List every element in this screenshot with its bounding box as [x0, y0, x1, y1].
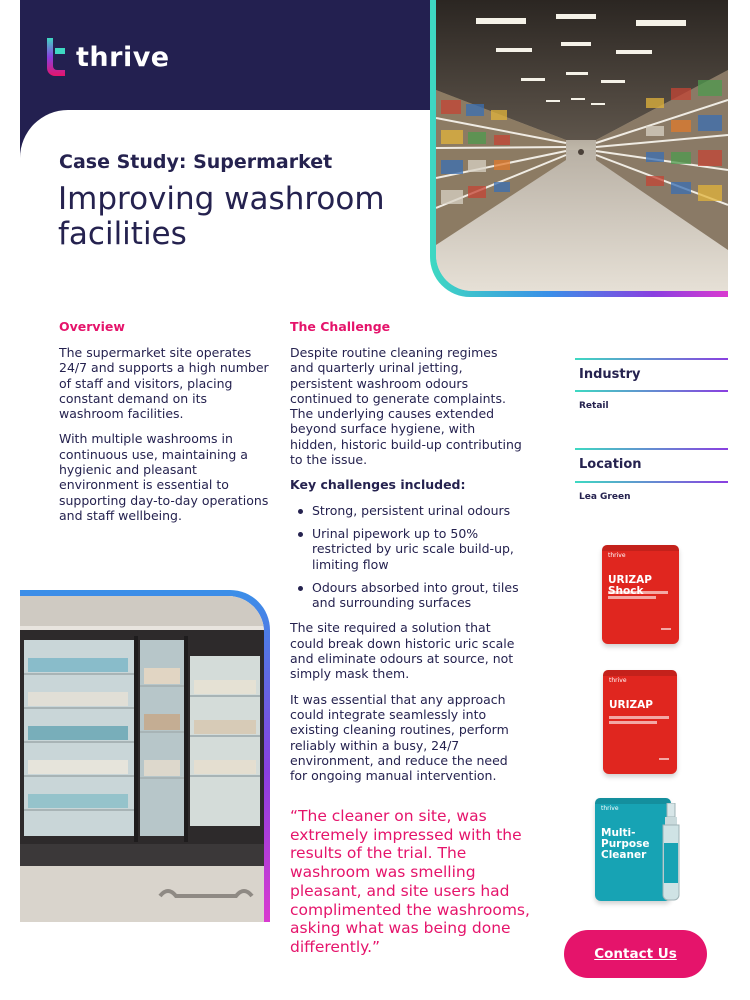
challenge-paragraph: The site required a solution that could break down historic uric scale and eliminate odours at source, not simply mask them. — [290, 620, 515, 682]
overview-paragraph: With multiple washrooms in continuous use, maintaining a hygienic and pleasant environment is essential to supporting day-to-day operations and staff wellbeing. — [59, 431, 269, 523]
urizap-pouch — [603, 670, 677, 774]
list-item: Urinal pipework up to 50% restricted by uric scale build-up, limiting flow — [290, 526, 524, 572]
key-challenges-list — [290, 503, 524, 611]
product-brand: thrive — [608, 552, 626, 559]
challenge-paragraph: It was essential that any approach could integrate seamlessly into existing cleaning routines, perform reliably within a busy, 24/7 environment, and reduce the need for ongoing manual intervention. — [290, 691, 509, 784]
key-challenges-heading: Key challenges included: — [290, 477, 466, 493]
page-title: Improving washroom facilities — [58, 181, 385, 252]
list-item: Strong, persistent urinal odours — [290, 503, 524, 518]
case-study-label: Case Study: Supermarket — [59, 151, 333, 173]
challenge-heading: The Challenge — [290, 319, 391, 334]
product-name: URIZAP — [609, 699, 653, 711]
product-brand: thrive — [609, 677, 627, 684]
refrigerated-display-photo — [20, 590, 270, 922]
challenge-intro: Despite routine cleaning regimes and quarterly urinal jetting, persistent washroom odours continued to generate complaints. The underlying causes extended beyond surface hygiene, with hidden, historic build-up contributing to the issue. — [290, 345, 522, 468]
overview-heading: Overview — [59, 319, 125, 334]
industry-value: Retail — [579, 401, 609, 411]
location-label: Location — [579, 457, 642, 472]
product-brand: thrive — [601, 805, 619, 812]
supermarket-aisle-photo — [430, 0, 728, 297]
location-top-divider — [575, 448, 728, 450]
overview-body — [59, 345, 275, 533]
spray-bottle-icon — [660, 803, 682, 901]
product-name: URIZAP — [608, 574, 652, 586]
list-item: Odours absorbed into grout, tiles and surrounding surfaces — [290, 580, 524, 611]
industry-label: Industry — [579, 367, 641, 382]
contact-us-button[interactable]: Contact Us — [564, 930, 707, 978]
supermarket-aisle-illustration — [436, 0, 728, 291]
challenge-body — [290, 345, 524, 793]
thrive-logo[interactable] — [44, 36, 170, 78]
location-value: Lea Green — [579, 492, 631, 502]
product-name: Multi-Purpose Cleaner — [601, 827, 650, 861]
testimonial-quote: “The cleaner on site, was extremely impressed with the results of the trial. The washroom was smelling pleasant, and site users had complimented the washrooms, asking what was being done differently.” — [290, 807, 530, 956]
refrigerated-display-illustration — [20, 596, 264, 922]
industry-top-divider — [575, 358, 728, 360]
industry-divider — [575, 390, 728, 392]
location-divider — [575, 481, 728, 483]
urizap-shock-pouch — [602, 545, 679, 644]
overview-paragraph: The supermarket site operates 24/7 and supports a high number of staff and visitors, placing constant demand on its washroom facilities. — [59, 345, 269, 422]
thrive-logo-text: thrive — [76, 41, 170, 73]
thrive-logo-icon — [44, 36, 68, 78]
